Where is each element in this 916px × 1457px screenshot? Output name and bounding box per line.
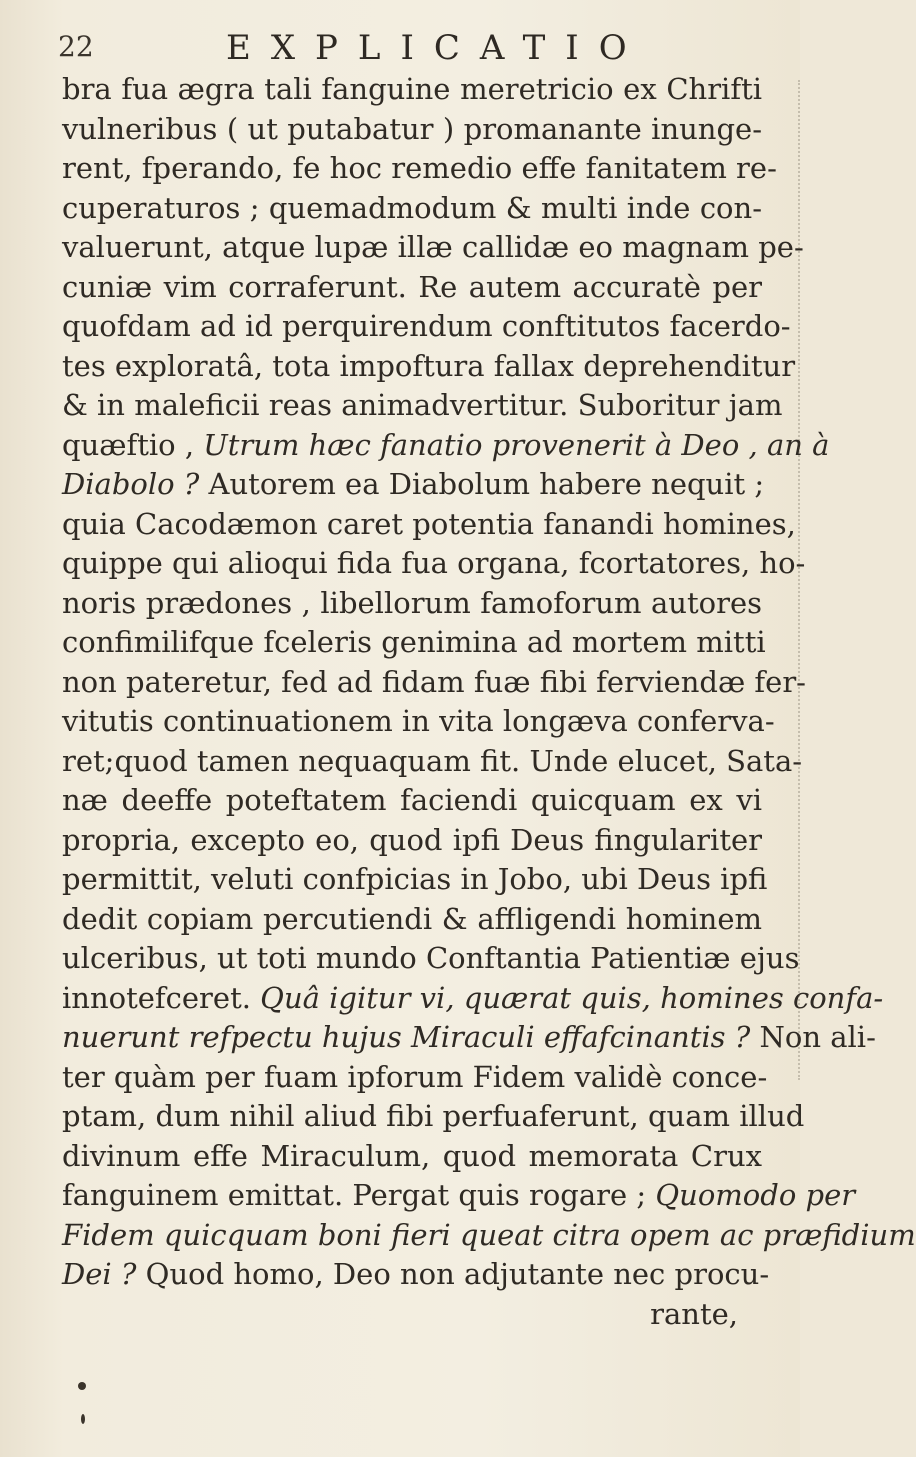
italic-text: Quâ igitur vi, quærat quis, homines confa- xyxy=(260,980,884,1015)
ink-blot xyxy=(78,1382,86,1390)
italic-text: nuerunt refpectu hujus Miraculi effafcinantis ? xyxy=(62,1020,751,1054)
text-line xyxy=(62,307,791,347)
text-segment: rent, fperando, fe hoc remedio effe fanitatem re- xyxy=(62,151,777,185)
text-segment: vitutis continuationem in vita longæva conferva- xyxy=(62,704,775,738)
text-segment: propria, excepto eo, quod ipfi Deus fingulariter xyxy=(62,822,762,857)
text-segment: tes exploratâ, tota impoftura fallax deprehenditur xyxy=(62,348,796,383)
text-line xyxy=(62,1018,876,1058)
text-segment: fanguinem emittat. Pergat quis rogare ; xyxy=(62,1178,656,1212)
text-line xyxy=(62,1216,916,1256)
text-line xyxy=(62,1097,805,1137)
text-segment: quofdam ad id perquirendum conftitutos facerdo- xyxy=(62,309,791,343)
text-segment: Non ali- xyxy=(750,1020,876,1054)
text-segment: divinum effe Miraculum, quod memorata Crux xyxy=(62,1138,762,1173)
text-segment: quia Cacodæmon caret potentia fanandi homines, xyxy=(62,506,796,541)
text-line xyxy=(62,900,762,940)
text-line xyxy=(62,465,765,505)
text-line xyxy=(62,623,766,663)
italic-text: Utrum hæc fanatio provenerit à Deo , an à xyxy=(203,427,830,462)
text-segment: cuperaturos ; quemadmodum & multi inde con- xyxy=(62,190,762,225)
text-segment: ulceribus, ut toti mundo Conftantia Patientiæ ejus xyxy=(62,941,800,975)
text-segment: rante, xyxy=(650,1296,738,1331)
text-line xyxy=(62,781,762,821)
text-segment: ter quàm per fuam ipforum Fidem validè conce- xyxy=(62,1059,768,1094)
text-segment: ptam, dum nihil aliud fibi perfuaferunt, quam illud xyxy=(62,1099,805,1133)
text-segment: quippe qui alioqui fida fua organa, fcortatores, ho- xyxy=(62,546,806,580)
text-segment: ret;quod tamen nequaquam fit. Unde elucet, Sata- xyxy=(62,743,803,778)
text-line xyxy=(62,505,796,545)
text-segment: vulneribus ( ut putabatur ) promanante inunge- xyxy=(62,111,762,146)
text-line xyxy=(62,584,762,624)
text-line xyxy=(62,742,803,782)
italic-text: Quomodo per xyxy=(655,1178,856,1212)
ink-blot xyxy=(81,1414,85,1424)
text-line xyxy=(62,228,804,268)
text-segment: bra fua ægra tali fanguine meretricio ex Chrifti xyxy=(62,72,762,106)
page-header xyxy=(58,30,760,70)
body-text xyxy=(62,70,916,1334)
text-segment: cuniæ vim corraferunt. Re autem accuratè per xyxy=(62,269,762,304)
text-line xyxy=(62,979,884,1019)
text-line xyxy=(62,189,762,229)
text-line xyxy=(62,939,800,979)
italic-text: Fidem quicquam boni fieri queat citra opem ac præfidium xyxy=(62,1217,916,1252)
text-segment: dedit copiam percutiendi & affligendi hominem xyxy=(62,901,762,936)
text-line xyxy=(62,386,783,426)
text-line xyxy=(62,702,775,742)
italic-text: Diabolo ? xyxy=(62,467,200,501)
text-line xyxy=(62,821,762,861)
page-number: 22 xyxy=(58,30,94,63)
text-segment: permittit, veluti confpicias in Jobo, ubi Deus ipfi xyxy=(62,862,768,896)
text-segment: innotefceret. xyxy=(62,980,261,1015)
text-segment: Quod homo, Deo non adjutante nec procu- xyxy=(136,1257,770,1291)
text-line xyxy=(62,347,796,387)
text-segment: non pateretur, fed ad fidam fuæ fibi ferviendæ fer- xyxy=(62,664,806,699)
text-line xyxy=(62,1295,762,1335)
text-line xyxy=(62,110,762,150)
text-segment: valuerunt, atque lupæ illæ callidæ eo magnam pe- xyxy=(62,230,804,264)
page-edge-shadow xyxy=(786,80,800,1080)
text-line xyxy=(62,1176,856,1216)
text-segment: næ deeffe poteftatem faciendi quicquam ex vi xyxy=(62,783,762,817)
text-segment: quæftio , xyxy=(62,427,204,462)
text-segment: confimilifque fceleris genimina ad mortem mitti xyxy=(62,625,766,659)
text-line xyxy=(62,70,762,110)
text-line xyxy=(62,544,806,584)
text-line xyxy=(62,268,762,308)
running-title: EXPLICATIO xyxy=(226,28,647,68)
text-line xyxy=(62,1058,768,1098)
text-line xyxy=(62,149,777,189)
italic-text: Dei ? xyxy=(62,1257,137,1291)
text-line xyxy=(62,426,830,466)
text-line xyxy=(62,1137,762,1177)
text-line xyxy=(62,860,768,900)
text-segment: & in maleficii reas animadvertitur. Suboritur jam xyxy=(62,388,783,422)
text-line xyxy=(62,1255,770,1295)
text-segment: noris prædones , libellorum famoforum autores xyxy=(62,585,762,620)
text-line xyxy=(62,663,806,703)
text-segment: Autorem ea Diabolum habere nequit ; xyxy=(199,467,765,501)
